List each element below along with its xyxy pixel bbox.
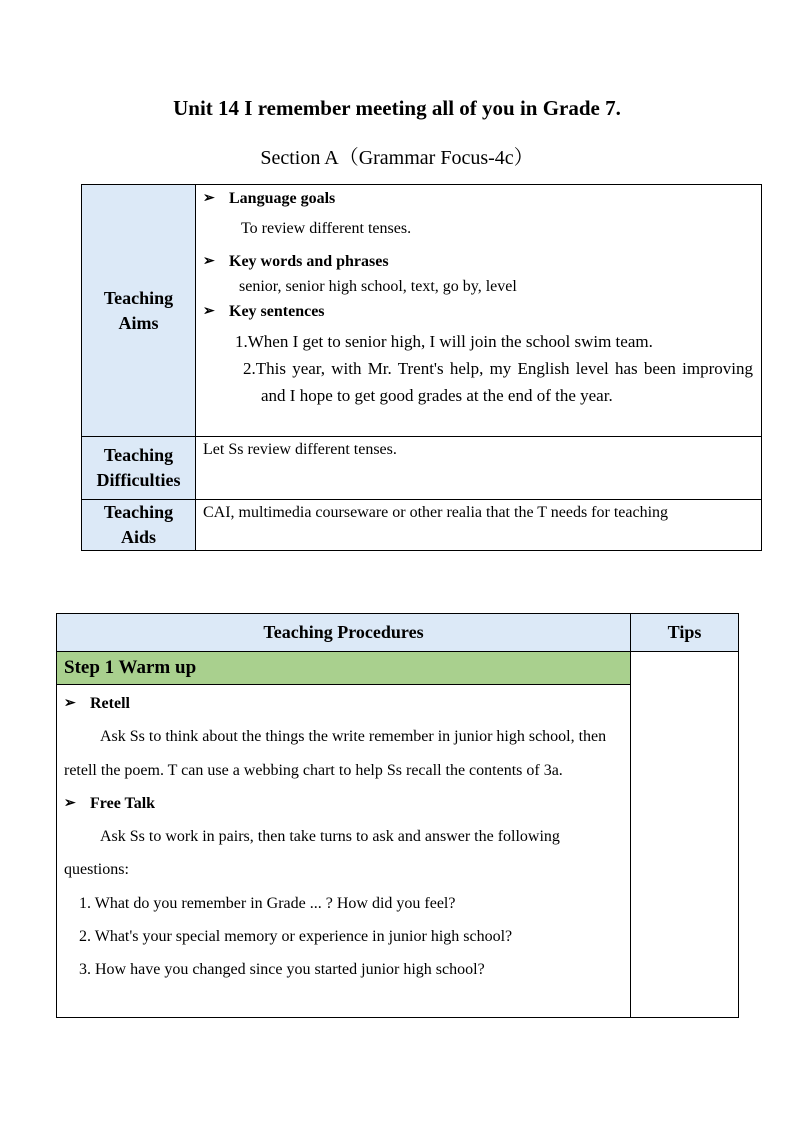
label-teaching-difficulties: Teaching Difficulties (82, 437, 196, 500)
key-words-heading: ➢ Key words and phrases (203, 253, 389, 270)
step-1-content (57, 685, 631, 1018)
teaching-procedures-table (56, 613, 739, 1018)
teaching-aims-table (81, 184, 762, 551)
label-teaching-aims: Teaching Aims (82, 185, 196, 437)
page-title: Unit 14 I remember meeting all of you in Grade 7. (173, 96, 621, 120)
language-goals-text: To review different tenses. (241, 220, 412, 237)
step-1-warm-up: Step 1 Warm up (57, 652, 631, 685)
question-item: 2. What's your special memory or experience in junior high school? (79, 928, 513, 946)
teaching-aids-text: CAI, multimedia courseware or other realia that the T needs for teaching (196, 500, 762, 551)
arrow-bullet-icon: ➢ (203, 254, 215, 269)
arrow-bullet-icon: ➢ (203, 191, 215, 206)
retell-text: Ask Ss to think about the things the write remember in junior high school, then retell the poem. T can use a webbing chart to help Ss recall the contents of 3a. (64, 728, 607, 779)
teaching-aims-content (196, 185, 762, 437)
label-teaching-aids: Teaching Aids (82, 500, 196, 551)
language-goals-heading: ➢ Language goals (203, 190, 336, 207)
free-talk-heading: ➢ Free Talk (64, 787, 616, 820)
key-words-text: senior, senior high school, text, go by, level (239, 278, 517, 295)
arrow-bullet-icon: ➢ (64, 795, 76, 811)
tips-cell (631, 652, 739, 1018)
question-item: 1. What do you remember in Grade ... ? How did you feel? (79, 894, 456, 912)
key-sentences-heading: ➢ Key sentences (203, 303, 325, 320)
key-sentence-2: 2.This year, with Mr. Trent's help, my English level has been improving and I hope to get good grades at the end of the year. (243, 359, 753, 405)
header-teaching-procedures: Teaching Procedures (57, 614, 631, 652)
section-subtitle: Section A（Grammar Focus-4c） (260, 147, 534, 169)
teaching-difficulties-text: Let Ss review different tenses. (196, 437, 762, 500)
free-talk-text: Ask Ss to work in pairs, then take turns to ask and answer the following questions: (64, 828, 560, 879)
arrow-bullet-icon: ➢ (203, 304, 215, 319)
retell-heading: ➢ Retell (64, 687, 616, 720)
header-tips: Tips (631, 614, 739, 652)
question-item: 3. How have you changed since you started junior high school? (79, 961, 485, 979)
key-sentence-1: 1.When I get to senior high, I will join the school swim team. (235, 332, 653, 351)
arrow-bullet-icon: ➢ (64, 696, 76, 711)
